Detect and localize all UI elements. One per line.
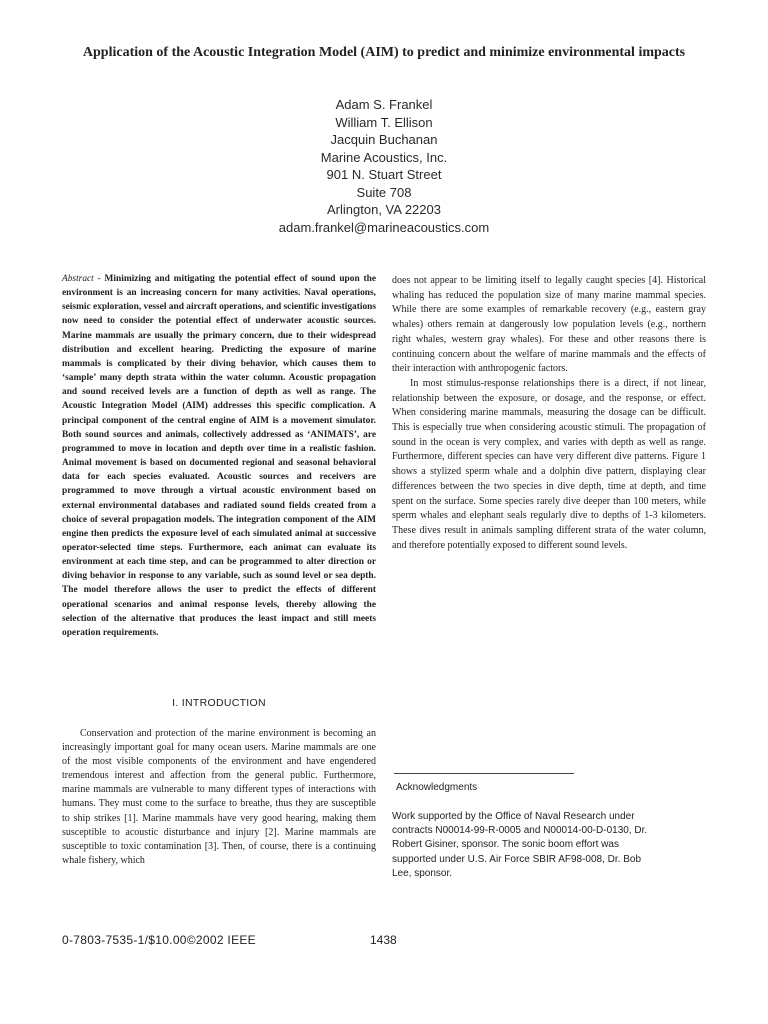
introduction-text (62, 727, 376, 868)
ack-line: supported under U.S. Air Force SBIR AF98-008, Dr. Bob (392, 853, 642, 865)
ack-line: contracts N00014-99-R-0005 and N00014-00-D-0130, Dr. (392, 825, 648, 837)
author-email[interactable]: adam.frankel@marineacoustics.com (278, 219, 490, 235)
affiliation: Marine Acoustics, Inc. (320, 149, 448, 165)
right-column (392, 274, 706, 553)
acknowledgments-heading: Acknowledgments (396, 782, 478, 793)
address-suite: Suite 708 (356, 184, 412, 200)
abstract-text (62, 272, 376, 640)
footnote-divider (394, 773, 574, 774)
abstract-block (62, 272, 376, 640)
acknowledgments-text (392, 810, 712, 881)
author-name: William T. Ellison (335, 114, 433, 130)
ack-line: Work supported by the Office of Naval Research under (392, 811, 635, 822)
paper-title: Application of the Acoustic Integration Model (AIM) to predict and minimize environmental impacts (82, 45, 686, 60)
author-block (184, 96, 584, 236)
intro-paragraph: Conservation and protection of the marine environment is becoming an increasingly important goal for many ocean users. Marine mammals are one of the most visible components of the environment and have engendered tremendous interest and affection from the general public. Furthermore, marine mammals are vulnerable to many different types of interactions with humans. They must come to the surface to breathe, thus they are susceptible to ship strikes [1]. Marine mammals have very good hearing, making them susceptible to acoustic disturbance and injury [2]. Marine mammals are susceptible to toxic contamination [3]. Then, of course, there is a continuing whale fishery, which (62, 728, 376, 866)
abstract-body: Minimizing and mitigating the potential effect of sound upon the environment is an increasing concern for many activities. Naval operations, seismic exploration, vessel and aircraft operations, and scientific investigations now need to consider the potential effect of underwater acoustic sources. Marine mammals are usually the primary concern, due to their widespread distribution and excellent hearing. Predicting the exposure of marine mammals is complicated by their diving behavior, which causes them to ‘sample’ many depth strata within the water column. Acoustic propagation and sound received levels are a function of depth as well as range. The Acoustic Integration Model (AIM) addresses this specific complication. A principal component of the central engine of AIM is a movement simulator. Both sound sources and animals, collectively addressed as ‘ANIMATS’, are programmed to move in location and depth over time in a realistic fashion. Animal movement is based on documented regional and seasonal behavioral data for each species evaluated. Acoustic sources and receivers are programmed to move through a virtual acoustic environment based on external environmental databases and radiated sound fields created from a choice of several propagation models. The integration component of the AIM engine then predicts the exposure level of each simulated animal at successive operator-selected time steps. Furthermore, each animat can evaluate its environment at each time step, and can be programmed to alter direction or diving behavior in response to any variable, such as sound level or sea depth. The model therefore allows the user to predict the effects of different operational scenarios and animal response levels, thereby allowing the selection of the alternative that produces the least impact and still meets operation requirements. (62, 274, 376, 638)
page-number: 1438 (370, 933, 397, 947)
author-name: Jacquin Buchanan (330, 132, 438, 147)
address-street: 901 N. Stuart Street (326, 167, 442, 182)
section-heading-introduction: I. INTRODUCTION (172, 697, 266, 709)
abstract-lead: Abstract - (62, 274, 101, 284)
copyright-notice: 0-7803-7535-1/$10.00©2002 IEEE (62, 933, 256, 947)
ack-line: Lee, sponsor. (392, 867, 453, 879)
author-name: Adam S. Frankel (335, 97, 433, 112)
body-paragraph: does not appear to be limiting itself to legally caught species [4]. Historical whaling has reduced the population size of many marine mammal species. While there are some examples of remarkable recovery (e.g., eastern gray whales) others remain at dangerously low population levels (e.g., northern right whales, western gray whales). For these and other reasons there is continuing concern about the welfare of marine mammals and the effects of their interaction with anthropogenic factors. (392, 275, 706, 375)
body-paragraph: In most stimulus-response relationships there is a direct, if not linear, relationship between the exposure, or dosage, and the response, or effect. When considering marine mammals, measuring the dosage can be difficult. This is especially true when considering acoustic stimuli. The propagation of sound in the ocean is very complex, and varies with depth as well as range. Furthermore, different species can have very different dive patterns. Figure 1 shows a stylized sperm whale and a dolphin dive pattern, displaying clear differences between the two species in dive depth, time at depth, and time spent on the surface. Some species rarely dive deeper than 100 meters, while sperm whales and elephant seals regularly dive to depths of 1-3 kilometers. These dives result in animals sampling different strata of the water column, and therefore potentially exposed to different sound levels. (392, 377, 706, 551)
address-city: Arlington, VA 22203 (327, 202, 441, 217)
ack-line: Robert Gisiner, sponsor. The sonic boom effort was (392, 839, 619, 851)
